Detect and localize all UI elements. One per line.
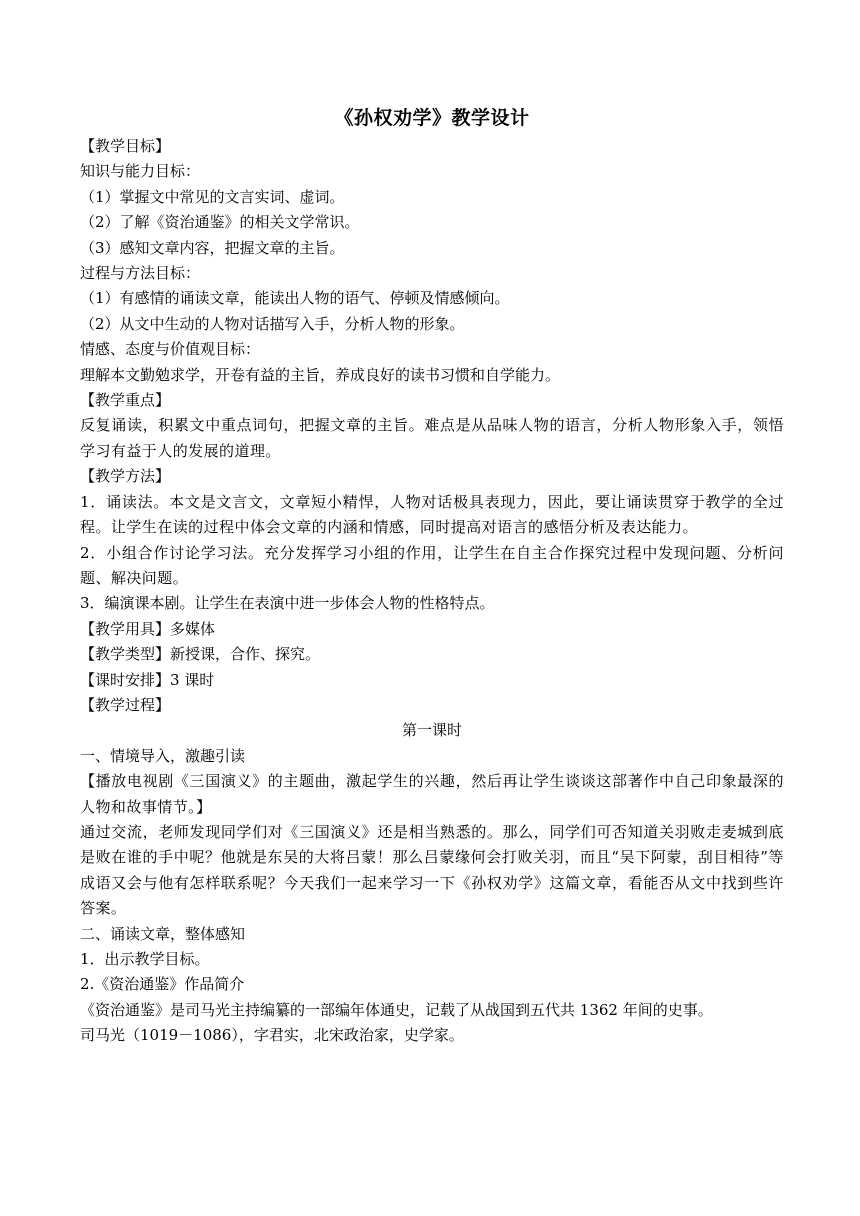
method-item: 1．诵读法。本文是文言文，文章短小精悍，人物对话极具表现力，因此，要让诵读贯穿于教学的全过程。让学生在读的过程中体会文章的内涵和情感，同时提高对语言的感悟分析及表达能力。 [80,492,784,537]
subheading-knowledge-ability: 知识与能力目标： [80,162,201,181]
lesson-type: 【教学类型】新授课，合作、探究。 [80,645,321,664]
body-text: 《资治通鉴》是司马光主持编纂的一部编年体通史，记载了从战国到五代共 1362 年间的史事。 [80,1000,713,1019]
lesson-schedule: 【课时安排】3 课时 [80,670,215,689]
list-item: （3）感知文章内容，把握文章的主旨。 [80,238,345,257]
body-text: 司马光（1019－1086），字君实，北宋政治家，史学家。 [80,1026,464,1045]
list-item: 1．出示教学目标。 [80,950,210,968]
list-item: （1）有感情的诵读文章，能读出人物的语气、停顿及情感倾向。 [80,289,510,308]
document-page [80,104,784,1049]
method-item: 2．小组合作讨论学习法。充分发挥学习小组的作用，让学生在自主合作探究过程中发现问题、分析问题、解决问题。 [80,543,784,587]
section-heading-methods: 【教学方法】 [80,467,171,486]
lesson-one-heading: 第一课时 [401,721,462,740]
method-item: 3．编演课本剧。让学生在表演中进一步体会人物的性格特点。 [80,594,495,613]
section-heading-objectives: 【教学目标】 [80,137,171,155]
list-item: （1）掌握文中常见的文言实词、虚词。 [80,187,345,206]
document-title: 《孙权劝学》教学设计 [334,107,530,129]
list-item: （2）了解《资治通鉴》的相关文学常识。 [80,213,360,232]
subheading-process-method: 过程与方法目标： [80,264,201,283]
step-heading: 一、情境导入，激趣引读 [80,746,246,765]
body-paragraph: 反复诵读，积累文中重点词句，把握文章的主旨。难点是从品味人物的语言，分析人物形象入手，领悟学习有益于人的发展的道理。 [80,416,784,460]
subheading-emotion-values: 情感、态度与价值观目标： [80,340,261,359]
body-text: 理解本文勤勉求学，开卷有益的主旨，养成良好的读书习惯和自学能力。 [80,365,561,384]
section-heading-process: 【教学过程】 [80,695,171,714]
body-paragraph: 通过交流，老师发现同学们对《三国演义》还是相当熟悉的。那么，同学们可否知道关羽败走麦城到底是败在谁的手中呢？他就是东吴的大将吕蒙！那么吕蒙缘何会打败关羽，而且“吴下阿蒙，刮目相待”等成语又会与他有怎样联系呢？今天我们一起来学习一下《孙权劝学》这篇文章，看能否从文中找到些许答案。 [80,822,784,918]
teaching-tools: 【教学用具】多媒体 [80,619,216,638]
step-heading: 二、诵读文章，整体感知 [80,924,246,943]
list-item: （2）从文中生动的人物对话描写入手，分析人物的形象。 [80,314,465,333]
list-item: 2.《资治通鉴》作品简介 [80,975,245,994]
section-heading-key-points: 【教学重点】 [80,391,171,410]
body-paragraph: 【播放电视剧《三国演义》的主题曲，激起学生的兴趣，然后再让学生谈谈这部著作中自己印象最深的人物和故事情节。】 [80,772,784,816]
